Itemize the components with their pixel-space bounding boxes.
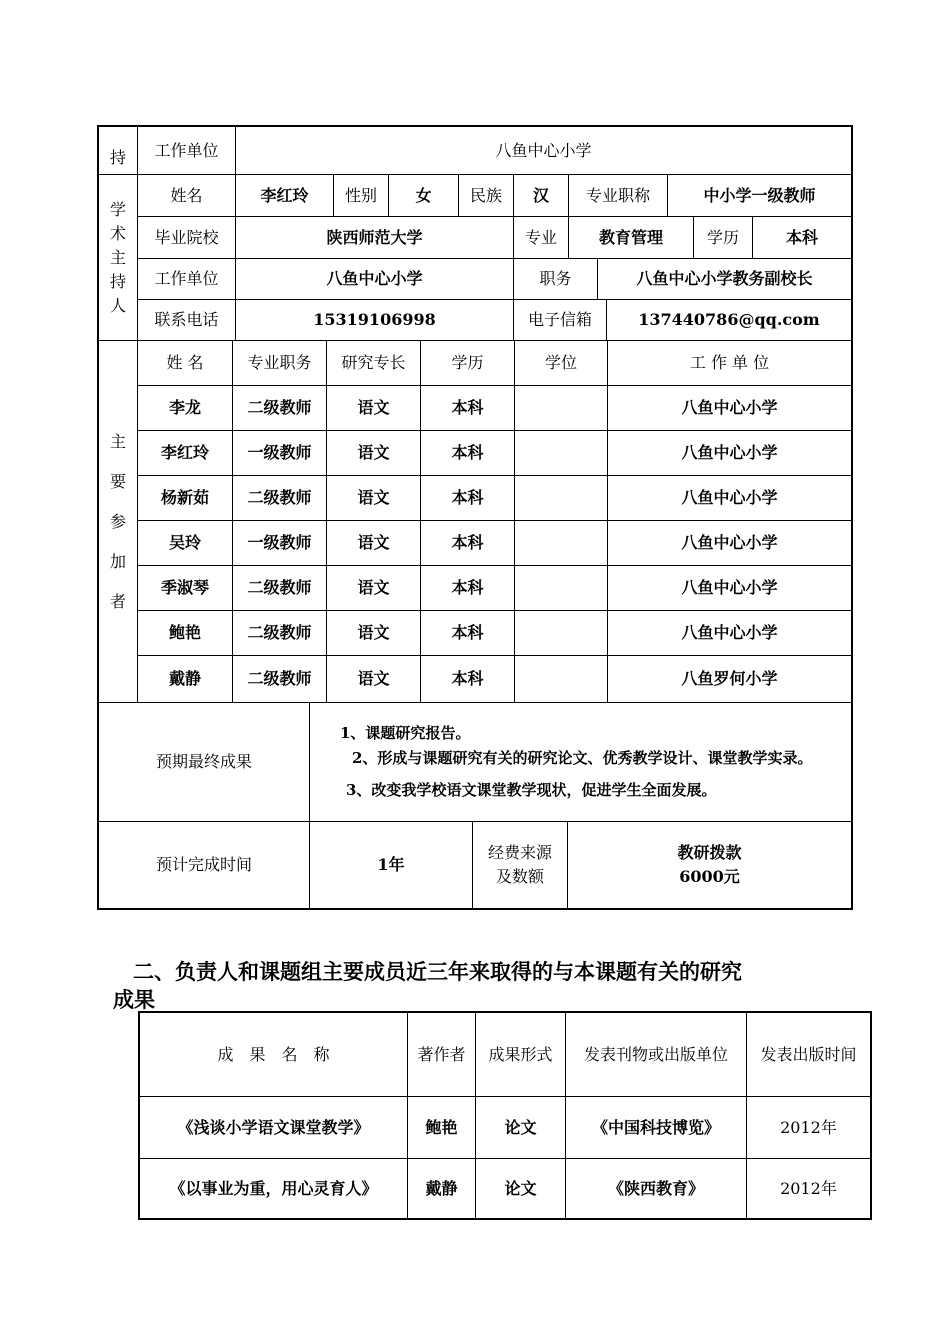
participant-duty: 一级教师 xyxy=(232,520,327,566)
participant-degree xyxy=(514,610,608,656)
edu-label: 学历 xyxy=(693,216,753,259)
major-label: 专业 xyxy=(513,216,569,259)
expected-item: 1、课题研究报告。 xyxy=(340,723,471,742)
results-header-form: 成果形式 xyxy=(475,1012,566,1097)
participant-name: 季淑琴 xyxy=(137,565,233,611)
participant-edu: 本科 xyxy=(420,610,515,656)
participant-name: 李龙 xyxy=(137,385,233,431)
host-side-label xyxy=(98,174,138,341)
participant-unit: 八鱼中心小学 xyxy=(607,430,852,476)
expected-list xyxy=(309,702,852,822)
participant-duty: 一级教师 xyxy=(232,430,327,476)
row0-unit-label: 工作单位 xyxy=(137,126,236,175)
participant-edu: 本科 xyxy=(420,655,515,703)
work-unit-value: 八鱼中心小学 xyxy=(235,258,514,300)
participant-unit: 八鱼中心小学 xyxy=(607,610,852,656)
host-side-char: 学 xyxy=(109,199,126,219)
result-date: 2012年 xyxy=(746,1158,871,1219)
participant-duty: 二级教师 xyxy=(232,610,327,656)
participant-edu: 本科 xyxy=(420,520,515,566)
results-header-date: 发表出版时间 xyxy=(746,1012,871,1097)
school-label: 毕业院校 xyxy=(137,216,236,259)
host-side-label-top: 持 xyxy=(98,126,138,175)
participant-name: 李红玲 xyxy=(137,430,233,476)
participant-name: 戴静 xyxy=(137,655,233,703)
participant-degree xyxy=(514,385,608,431)
post-value: 八鱼中心小学教务副校长 xyxy=(597,258,852,300)
ethnicity-label: 民族 xyxy=(458,174,514,217)
funding-label-line: 及数额 xyxy=(495,867,544,886)
participant-degree xyxy=(514,655,608,703)
post-label: 职务 xyxy=(513,258,598,300)
result-name: 《浅谈小学语文课堂教学》 xyxy=(139,1096,408,1159)
participant-edu: 本科 xyxy=(420,385,515,431)
participants-header-edu: 学历 xyxy=(420,340,515,386)
section2-heading xyxy=(113,958,853,1014)
phone-label: 联系电话 xyxy=(137,299,236,341)
funding-label xyxy=(472,821,568,909)
result-form: 论文 xyxy=(475,1096,566,1159)
participants-header-specialty: 研究专长 xyxy=(326,340,421,386)
major-value: 教育管理 xyxy=(568,216,694,259)
participant-name: 吴玲 xyxy=(137,520,233,566)
result-publisher: 《陕西教育》 xyxy=(565,1158,747,1219)
participants-header-degree: 学位 xyxy=(514,340,608,386)
gender-label: 性别 xyxy=(333,174,389,217)
results-header-author: 著作者 xyxy=(407,1012,476,1097)
participants-header-unit: 工 作 单 位 xyxy=(607,340,852,386)
participant-edu: 本科 xyxy=(420,565,515,611)
participant-name: 杨新茹 xyxy=(137,475,233,521)
result-form: 论文 xyxy=(475,1158,566,1219)
participant-duty: 二级教师 xyxy=(232,565,327,611)
participant-unit: 八鱼中心小学 xyxy=(607,385,852,431)
name-value: 李红玲 xyxy=(235,174,334,217)
school-value: 陕西师范大学 xyxy=(235,216,514,259)
participant-unit: 八鱼中心小学 xyxy=(607,565,852,611)
result-publisher: 《中国科技博览》 xyxy=(565,1096,747,1159)
participant-edu: 本科 xyxy=(420,475,515,521)
host-side-char: 术 xyxy=(109,223,126,243)
host-side-char: 持 xyxy=(109,271,126,291)
funding-value xyxy=(567,821,852,909)
results-header-name: 成 果 名 称 xyxy=(139,1012,408,1097)
gender-value: 女 xyxy=(388,174,459,217)
participant-specialty: 语文 xyxy=(326,430,421,476)
participant-duty: 二级教师 xyxy=(232,385,327,431)
result-author: 戴静 xyxy=(407,1158,476,1219)
result-name: 《以事业为重，用心灵育人》 xyxy=(139,1158,408,1219)
participant-degree xyxy=(514,430,608,476)
participant-specialty: 语文 xyxy=(326,520,421,566)
participant-unit: 八鱼罗何小学 xyxy=(607,655,852,703)
expected-item: 3、改变我学校语文课堂教学现状，促进学生全面发展。 xyxy=(346,780,717,799)
participant-degree xyxy=(514,565,608,611)
participants-side-char: 者 xyxy=(109,591,126,611)
participants-side-char: 参 xyxy=(109,511,126,531)
completion-value: 1年 xyxy=(309,821,473,909)
title-label: 专业职称 xyxy=(568,174,668,217)
funding-value-line: 教研拨款 xyxy=(677,843,742,862)
participant-edu: 本科 xyxy=(420,430,515,476)
result-date: 2012年 xyxy=(746,1096,871,1159)
expected-label: 预期最终成果 xyxy=(98,702,310,822)
participant-specialty: 语文 xyxy=(326,385,421,431)
participant-specialty: 语文 xyxy=(326,565,421,611)
name-label: 姓名 xyxy=(137,174,236,217)
row0-unit-value: 八鱼中心小学 xyxy=(235,126,852,175)
results-header-publisher: 发表刊物或出版单位 xyxy=(565,1012,747,1097)
participants-header-duty: 专业职务 xyxy=(232,340,327,386)
funding-label-line: 经费来源 xyxy=(487,843,552,862)
phone-value: 15319106998 xyxy=(235,299,514,341)
participant-unit: 八鱼中心小学 xyxy=(607,475,852,521)
result-author: 鲍艳 xyxy=(407,1096,476,1159)
participants-side-label xyxy=(98,340,138,703)
participant-specialty: 语文 xyxy=(326,655,421,703)
host-side-char: 主 xyxy=(109,247,126,267)
participants-header-name: 姓 名 xyxy=(137,340,233,386)
participant-specialty: 语文 xyxy=(326,610,421,656)
title-value: 中小学一级教师 xyxy=(667,174,852,217)
host-side-char: 人 xyxy=(109,295,126,315)
expected-item: 2、形成与课题研究有关的研究论文、优秀教学设计、课堂教学实录。 xyxy=(352,749,813,768)
participant-specialty: 语文 xyxy=(326,475,421,521)
email-label: 电子信箱 xyxy=(513,299,607,341)
section2-heading-line: 二、负责人和课题组主要成员近三年来取得的与本课题有关的研究 xyxy=(133,960,742,984)
participant-unit: 八鱼中心小学 xyxy=(607,520,852,566)
section2-heading-line: 成果 xyxy=(113,988,155,1012)
participant-name: 鲍艳 xyxy=(137,610,233,656)
participants-side-char: 主 xyxy=(109,431,126,451)
participant-degree xyxy=(514,520,608,566)
participant-degree xyxy=(514,475,608,521)
edu-value: 本科 xyxy=(752,216,852,259)
email-value: 137440786@qq.com xyxy=(606,299,852,341)
work-unit-label: 工作单位 xyxy=(137,258,236,300)
participants-side-char: 加 xyxy=(109,551,126,571)
ethnicity-value: 汉 xyxy=(513,174,569,217)
participants-side-char: 要 xyxy=(109,471,126,491)
participant-duty: 二级教师 xyxy=(232,475,327,521)
completion-label: 预计完成时间 xyxy=(98,821,310,909)
funding-value-line: 6000元 xyxy=(679,867,740,886)
participant-duty: 二级教师 xyxy=(232,655,327,703)
